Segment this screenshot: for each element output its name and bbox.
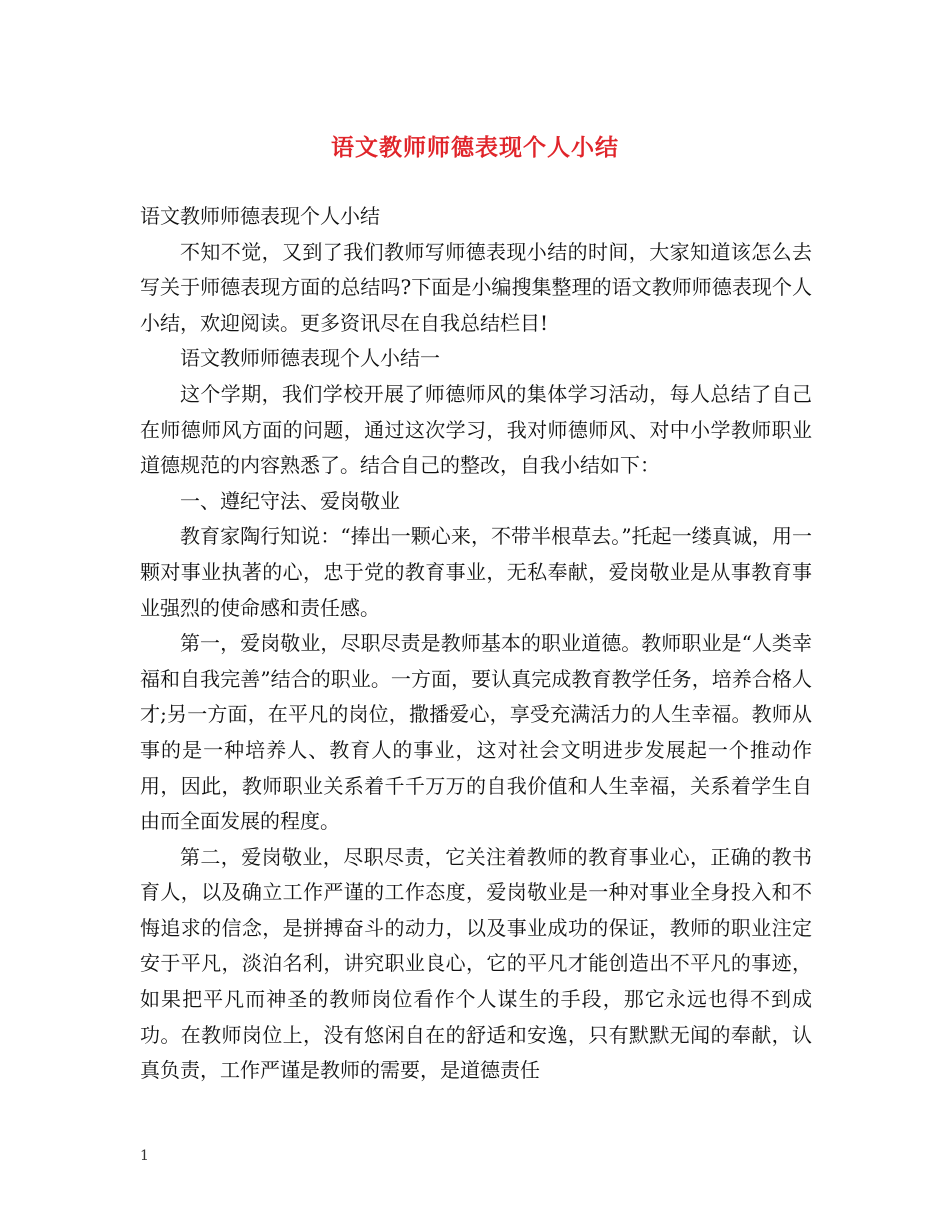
page-number: 1 — [140, 1148, 149, 1164]
body-paragraph: 第一，爱岗敬业，尽职尽责是教师基本的职业道德。教师职业是“人类幸福和自我完善”结合的职业。一方面，要认真完成教育教学任务，培养合格人才;另一方面，在平凡的岗位，撒播爱心，享受充满活力的人生幸福。教师从事的是一种培养人、教育人的事业，这对社会文明进步发展起一个推动作用，因此，教师职业关系着千千万万的自我价值和人生幸福，关系着学生自由而全面发展的程度。 — [140, 631, 812, 834]
body-paragraph: 第二，爱岗敬业，尽职尽责，它关注着教师的教育事业心，正确的教书育人，以及确立工作严谨的工作态度，爱岗敬业是一种对事业全身投入和不悔追求的信念，是拼搏奋斗的动力，以及事业成功的保证，教师的职业注定安于平凡，淡泊名利，讲究职业良心，它的平凡才能创造出不平凡的事迹，如果把平凡而神圣的教师岗位看作个人谋生的手段，那它永远也得不到成功。在教师岗位上，没有悠闲自在的舒适和安逸，只有默默无闻的奉献，认真负责，工作严谨是教师的需要，是道德责任 — [140, 844, 812, 1083]
document-title: 语文教师师德表现个人小结 — [331, 134, 619, 161]
body-paragraph: 语文教师师德表现个人小结 — [140, 204, 380, 228]
document-body — [140, 199, 812, 1089]
section-heading: 一、遵纪守法、爱岗敬业 — [180, 488, 400, 513]
body-paragraph: 教育家陶行知说：“捧出一颗心来，不带半根草去。”托起一缕真诚，用一颗对事业执著的心，忠于党的教育事业，无私奉献，爱岗敬业是从事教育事业强烈的使命感和责任感。 — [140, 524, 812, 620]
section-heading: 语文教师师德表现个人小结一 — [180, 346, 440, 371]
body-paragraph: 不知不觉，又到了我们教师写师德表现小结的时间，大家知道该怎么去写关于师德表现方面的总结吗?下面是小编搜集整理的语文教师师德表现个人小结，欢迎阅读。更多资讯尽在自我总结栏目! — [140, 239, 812, 335]
body-paragraph: 这个学期，我们学校开展了师德师风的集体学习活动，每人总结了自己在师德师风方面的问题，通过这次学习，我对师德师风、对中小学教师职业道德规范的内容熟悉了。结合自己的整改，自我小结如下： — [140, 381, 812, 478]
